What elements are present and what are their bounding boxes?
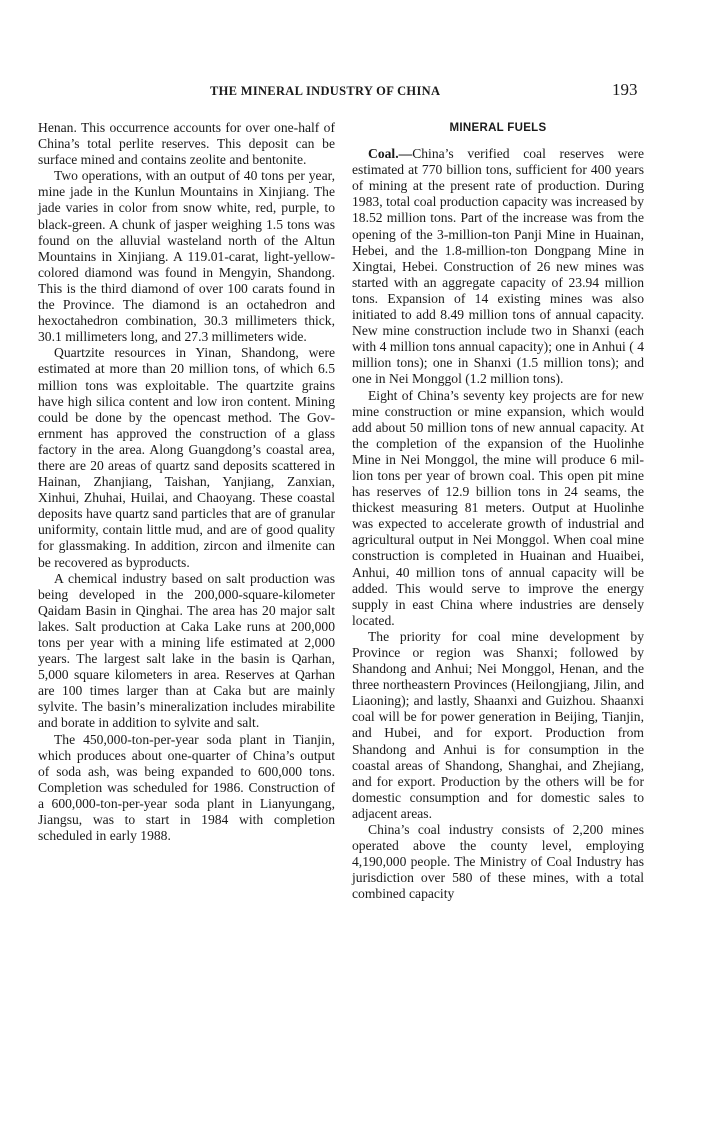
paragraph-priority: The priority for coal mine development by Province or region was Shanxi; followed by Shandong and Anhui; Nei Monggol, Henan, and the three northeastern Provinces (Heilongjiang, Jilin, and Liaoning); and lastly, Shaanxi and Guizhou. Shaanxi coal will be for power generation in Beijing, Tianjin, and Hubei, and for export. Production from Shandong and Anhui is for consumption in the coastal areas of Shandong, Shanghai, and Zhejiang, and for export. Production by the others will be for domestic consumption and for domestic sales to adjacent areas. — [352, 628, 644, 821]
paragraph-coal-industry: China’s coal industry consists of 2,200 mines operated above the county level, employing 4,190,000 people. The Ministry of Coal Industry has jurisdiction over 580 of these mines, with a total combined capacity — [352, 822, 644, 902]
paragraph-jade: Two operations, with an output of 40 tons per year, mine jade in the Kunlun Mountains in Xinjiang. The jade varies in color from snow white, red, purple, to black-green. A chunk of jasper weighing 1.5 tons was found on the alluvial wasteland north of the Altun Mountains in Xinjiang. A 119.01-carat, light-yellow-colored diamond was found in Mengyin, Shandong. This is the third diamond of over 100 carats found in the Province. The diamond is an octahedron and hexoctahedron combination, 30.3 millimeters thick, 30.1 millimeters long, and 27.3 millimeters wide. — [38, 168, 335, 345]
coal-run-in-heading: Coal.— — [368, 146, 413, 162]
paragraph-key-projects: Eight of China’s seventy key projects are for new mine construction or mine expansion, which would add about 50 million tons of new annual capacity. At the completion of the expansion of the Huolinhe Mine in Nei Monggol, the mine will produce 6 million tons per year of brown coal. This open pit mine has reserves of 12.9 billion tons in 24 seams, the thickest measuring 81 meters. Output at Huolinhe was expected to accelerate growth of industrial and agricultural output in Nei Monggol. When coal mine construction is completed in Huainan and Huaibei, Anhui, 40 million tons of annual capacity will be added. This would serve to improve the energy supply in east China where industries are densely located. — [352, 387, 644, 628]
left-column — [38, 120, 335, 844]
paragraph-coal-reserves-text: China’s verified coal reserves were estimated at 770 billion tons, sufficient for 400 years of mining at the present rate of production. During 1983, total coal production capacity was increased by 18.52 million tons. Part of the increase was from the opening of the 3-million-ton Panji Mine in Huainan, Hebei, and the 1.8-million-ton Dongpang Mine in Xingtai, Hebei. Construction of 26 new mines was started with an aggregate capacity of 23.94 million tons. Expansion of 14 existing mines was also initiated to add 8.49 million tons of annual capacity. New mine construction include two in Shanxi (each with 4 million tons annual capacity); one in Anhui ( 4 million tons); one in Shanxi (1.5 million tons); and one in Nei Monggol (1.2 million tons). — [352, 146, 644, 387]
running-title: THE MINERAL INDUSTRY OF CHINA — [210, 84, 441, 98]
page-number: 193 — [612, 80, 638, 99]
right-column — [352, 120, 644, 903]
paragraph-coal-reserves — [352, 146, 644, 387]
paragraph-soda: The 450,000-ton-per-year soda plant in Tianjin, which produces about one-quarter of China’s output of soda ash, was being expanded to 600,000 tons. Completion was scheduled for 1986. Construction of a 600,000-ton-per-year soda plant in Lianyungang, Jiangsu, was to start in 1984 with completion scheduled in early 1988. — [38, 731, 335, 844]
page-header — [0, 78, 712, 106]
section-heading-mineral-fuels: MINERAL FUELS — [449, 122, 547, 134]
paragraph-salt: A chemical industry based on salt production was being developed in the 200,000-square-kilometer Qaidam Basin in Qinghai. The area has 20 major salt lakes. Salt production at Caka Lake runs at 200,000 tons per year with a mining life estimated at 2,000 years. The largest salt lake in the basin is Qarhan, 5,000 square kilometers in area. Reserves at Qarhan are 100 times larger than at Caka but are mainly sylvite. The basin’s mineralization includes mirabilite and borate in addition to sylvite and salt. — [38, 570, 335, 731]
paragraph-quartzite: Quartzite resources in Yinan, Shandong, were estimated at more than 20 million tons, of which 6.5 million tons was exploitable. The quartzite grains have high silica content and low iron content. Mining could be done by the opencast method. The Government has approved the construction of a glass factory in the area. Along Guangdong’s coastal area, there are 20 areas of quartz sand deposits scattered in Hainan, Zhanjiang, Taishan, Yanjiang, Zanxian, Xinhui, Zhuhai, Huilai, and Chaoyang. These coastal deposits have quartz sand particles that are of granular uniformity, contain little mud, and are of good quality for glassmaking. In addition, zircon and ilmenite can be recovered as byproducts. — [38, 345, 335, 570]
paragraph-perlite: Henan. This occurrence accounts for over one-half of China’s total perlite reserves. This deposit can be surface mined and contains zeolite and bentonite. — [38, 120, 335, 168]
